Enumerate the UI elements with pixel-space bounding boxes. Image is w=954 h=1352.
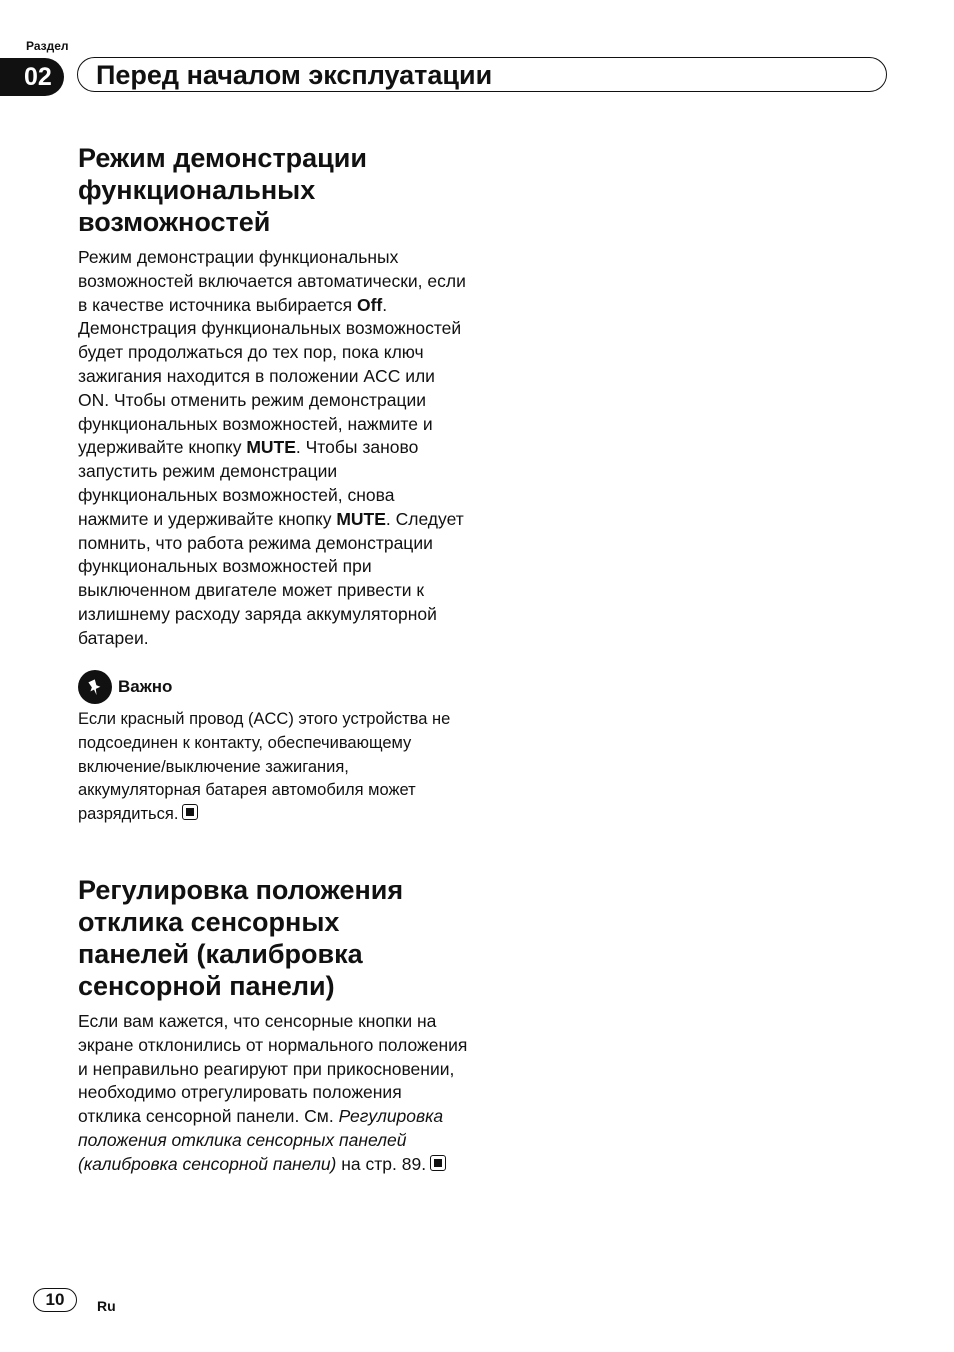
demo-text-e: . Чтобы заново запустить режим демонстрации функциональных возможностей, снова нажмите и удерживайте кнопку [78, 437, 419, 529]
important-text: Если красный провод (ACC) этого устройства не подсоединен к контакту, обеспечивающему включение/выключение зажигания, аккумуляторная батарея автомобиля может разрядиться. [78, 710, 451, 824]
section-heading-calibration: Регулировка положения отклика сенсорных панелей (калибровка сенсорной панели) [78, 875, 404, 1001]
demo-text-a: Режим демонстрации функциональных возможностей включается автоматически, если в качестве источника выбирается [78, 247, 466, 315]
demo-text-g: . Следует помнить, что работа режима демонстрации функциональных возможностей при выключенном двигателе может привести к излишнему расходу заряда аккумуляторной батареи. [78, 508, 464, 648]
page-title: Перед началом эксплуатации [96, 60, 493, 90]
calibration-paragraph [78, 1010, 468, 1177]
section-heading-demo: Режим демонстрации функциональных возможностей [78, 143, 367, 237]
important-text-block [78, 708, 468, 827]
important-title: Важно [118, 677, 173, 696]
section-demo-mode [78, 142, 468, 651]
calibration-text-a: Если вам кажется, что сенсорные кнопки на экране отклонились от нормального положения и неправильно реагируют при прикосновении, необходимо отрегулировать положения отклика сенсорной панели. См. [78, 1011, 468, 1127]
section-number-badge: 02 [0, 58, 64, 96]
off-keyword: Off [356, 294, 383, 315]
section-label: Раздел [26, 39, 69, 53]
important-pin-icon [78, 670, 112, 704]
mute-keyword: MUTE [246, 437, 296, 458]
calibration-reference: Регулировка положения отклика сенсорных панелей (калибровка сенсорной панели) [78, 1106, 444, 1174]
mute-keyword-2: MUTE [336, 508, 386, 529]
end-of-section-icon-2 [430, 1155, 446, 1171]
demo-paragraph [78, 246, 468, 651]
section-calibration [78, 874, 468, 1177]
end-of-section-icon [182, 804, 198, 820]
calibration-text-b: на стр. 89. [336, 1153, 427, 1174]
language-code: Ru [97, 1298, 116, 1314]
page-number: 10 [33, 1288, 77, 1312]
demo-text-c: . Демонстрация функциональных возможностей будет продолжаться до тех пор, пока ключ зажигания находится в положении ACC или ON. Чтобы отменить режим демонстрации функциональных возможностей, нажмите и удерживайте кнопку [78, 294, 462, 458]
important-note [78, 670, 468, 827]
important-header [78, 670, 468, 704]
